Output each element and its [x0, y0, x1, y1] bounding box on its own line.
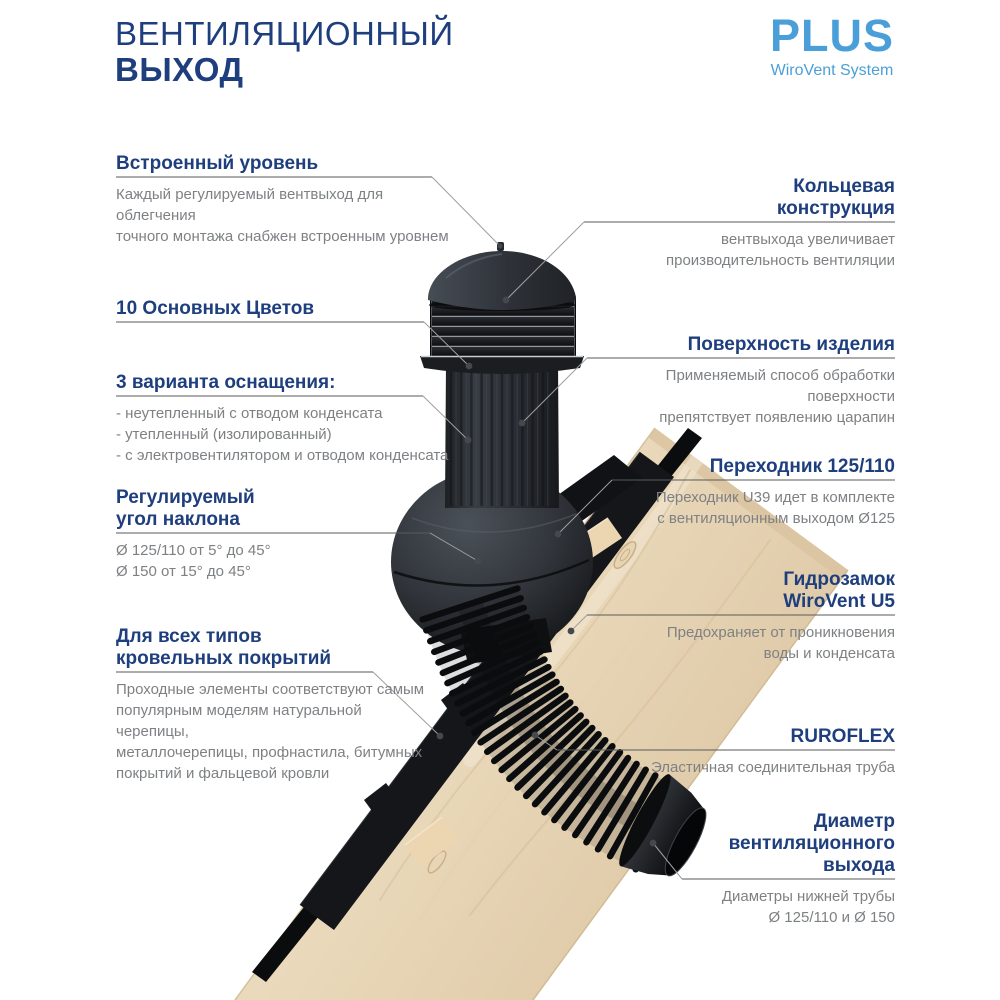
- callout-dot: [555, 531, 562, 538]
- page-title-line2: ВЫХОД: [115, 51, 244, 88]
- callout-product-surface: [575, 334, 895, 428]
- brand-logo-text: PLUS: [769, 10, 894, 61]
- callout-desc-line: покрытий и фальцевой кровли: [116, 765, 330, 782]
- callout-desc-line: Ø 125/110 от 5° до 45°: [116, 542, 271, 559]
- callout-desc-line: производительность вентиляции: [666, 252, 895, 269]
- callout-dot: [532, 732, 539, 739]
- callout-title: Регулируемый: [116, 487, 255, 508]
- callout-title: Переходник 125/110: [709, 456, 895, 477]
- callout-desc-line: Ø 150 от 15° до 45°: [116, 563, 251, 580]
- callout-list-item: - неутепленный с отводом конденсата: [116, 405, 383, 422]
- callout-title: 10 Основных Цветов: [116, 298, 315, 319]
- callout-title: конструкция: [776, 198, 895, 219]
- callout-dot: [465, 437, 472, 444]
- brand-logo-subtitle: WiroVent System: [770, 62, 894, 79]
- callout-desc-line: с вентиляционным выходом Ø125: [657, 510, 895, 527]
- page-title-line1: ВЕНТИЛЯЦИОННЫЙ: [115, 15, 454, 52]
- callout-desc-line: Эластичная соединительная труба: [650, 759, 895, 776]
- callout-desc-line: Предохраняет от проникновения: [666, 624, 895, 641]
- callout-title: Диаметр: [813, 811, 895, 832]
- callout-list-item: - с электровентилятором и отводом конденсата: [116, 447, 449, 464]
- callout-desc-line: точного монтажа снабжен встроенным уровнем: [116, 228, 449, 245]
- callout-desc-line: препятствует появлению царапин: [659, 409, 895, 426]
- callout-dot: [519, 420, 526, 427]
- callout-built-in-level: [116, 153, 456, 247]
- callout-desc-line: Диаметры нижней трубы: [721, 888, 895, 905]
- callout-outlet-diameter: [575, 811, 895, 928]
- callout-dot: [437, 733, 444, 740]
- callout-title: Гидрозамок: [783, 569, 895, 590]
- callout-title: WiroVent U5: [783, 591, 895, 612]
- callout-desc-line: популярным моделям натуральной черепицы,: [116, 702, 362, 740]
- callout-dot: [475, 558, 482, 565]
- callout-adjustable-angle: [116, 487, 416, 582]
- callout-desc-line: воды и конденсата: [763, 645, 895, 662]
- callout-dot: [503, 297, 510, 304]
- callout-ruroflex: [575, 726, 895, 778]
- callout-10-colors: [116, 298, 436, 320]
- callout-title: Поверхность изделия: [687, 334, 895, 355]
- callout-adapter-125-110: [575, 456, 895, 529]
- callout-title: вентиляционного: [728, 833, 895, 854]
- callout-desc-line: вентвыхода увеличивает: [721, 231, 895, 248]
- brand-logo: [770, 12, 894, 81]
- callout-dot: [466, 363, 473, 370]
- callout-all-roof-types: [116, 626, 436, 784]
- callout-title: кровельных покрытий: [116, 648, 332, 669]
- callout-title: RUROFLEX: [790, 726, 895, 747]
- callout-desc-line: Переходник U39 идет в комплекте: [655, 489, 895, 506]
- callout-desc-line: Применяемый способ обработки поверхности: [665, 367, 895, 405]
- callout-title: Встроенный уровень: [116, 153, 319, 174]
- callout-title: угол наклона: [116, 509, 240, 530]
- callout-desc-line: Ø 125/110 и Ø 150: [768, 909, 895, 926]
- callout-3-variants: [116, 372, 456, 466]
- callout-ring-design: [575, 176, 895, 271]
- page-title: [115, 16, 454, 88]
- callout-title: Кольцевая: [793, 176, 895, 197]
- callout-list-item: - утепленный (изолированный): [116, 426, 332, 443]
- callout-desc-line: Проходные элементы соответствуют самым: [116, 681, 425, 698]
- callout-title: 3 варианта оснащения:: [116, 372, 336, 393]
- callout-title: Для всех типов: [116, 626, 262, 647]
- callout-dot: [497, 243, 502, 248]
- callout-desc-line: Каждый регулируемый вентвыход для облегчения: [116, 186, 384, 224]
- callout-hydrolock: [575, 569, 895, 664]
- callout-desc-line: металлочерепицы, профнастила, битумных: [116, 744, 423, 761]
- callout-dot: [568, 628, 575, 635]
- callout-title: выхода: [823, 855, 895, 876]
